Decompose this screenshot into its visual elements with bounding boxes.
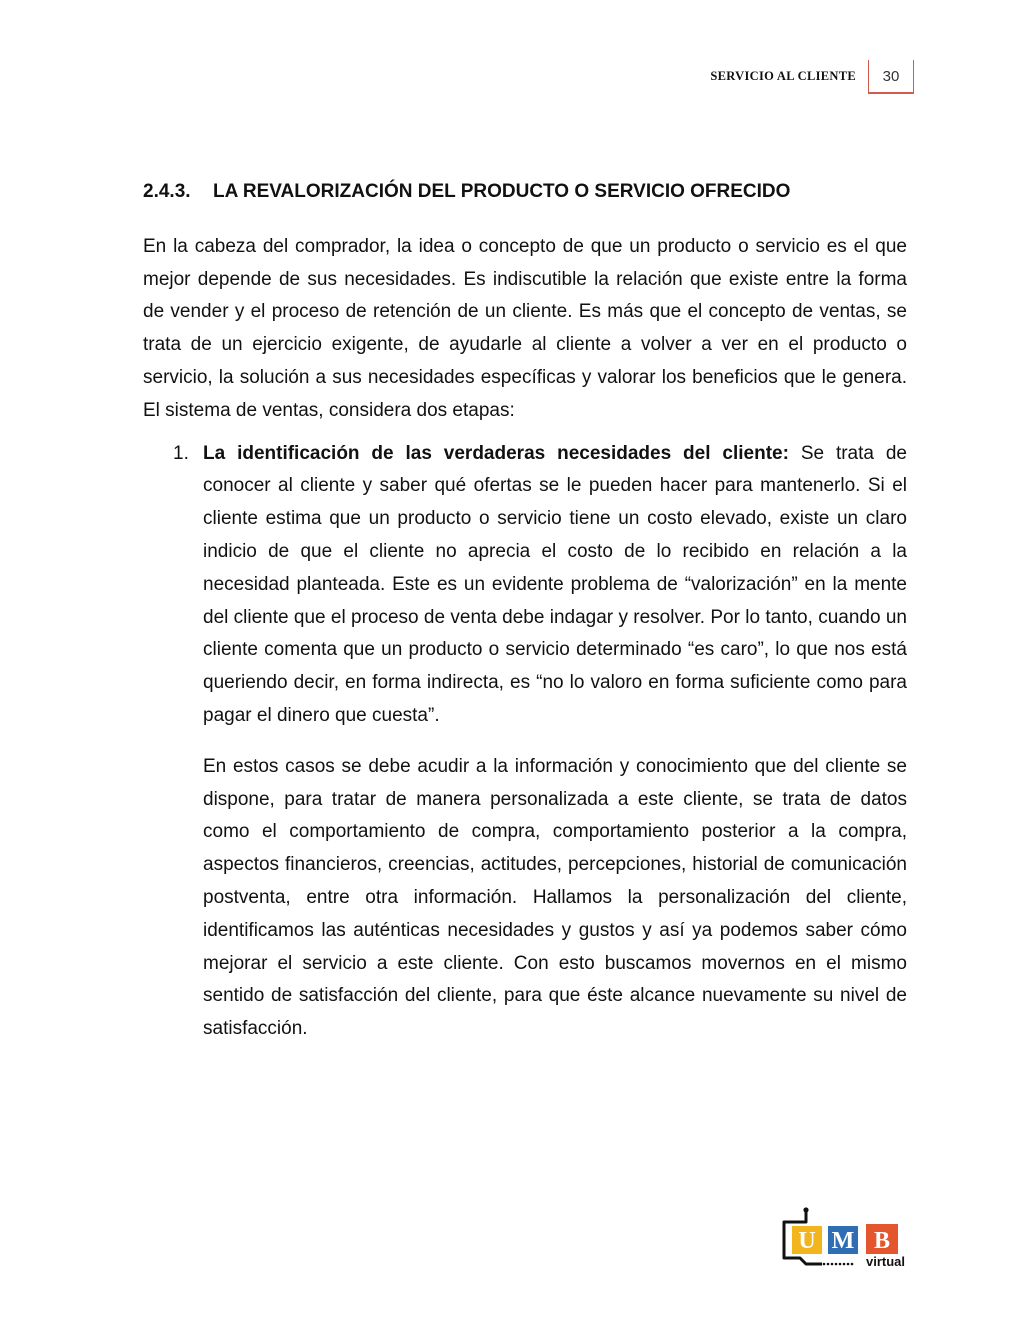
logo-subtitle: virtual bbox=[865, 1254, 905, 1269]
follow-paragraph: En estos casos se debe acudir a la información y conocimiento que del cliente se dispone, para tratar de manera personalizada a este cliente, se trata de datos como el comportamiento de compra, comportamiento posterior a la compra, aspectos financieros, creencias, actitudes, percepciones, historial de comunicación postventa, entre otra información. Hallamos la personalización del cliente, identificamos las auténticas necesidades y gustos y así ya podemos saber cómo mejorar el servicio a este cliente. Con esto buscamos movernos en el mismo sentido de satisfacción del cliente, para que éste alcance nuevamente su nivel de satisfacción. bbox=[203, 755, 907, 1040]
umb-virtual-logo bbox=[776, 1206, 906, 1270]
list-item-number: 1. bbox=[173, 442, 189, 464]
page-number: 30 bbox=[868, 60, 914, 94]
list-item bbox=[143, 438, 907, 733]
logo-letter-b: B bbox=[873, 1228, 891, 1254]
section-heading bbox=[143, 176, 907, 209]
page-header bbox=[0, 60, 1024, 96]
list-item-text: Se trata de conocer al cliente y saber qué ofertas se le pueden hacer para mantenerlo. Si el cliente estima que un producto o servicio tiene un costo elevado, existe un claro indicio de que el cliente no aprecia el costo de lo recibido en relación a la necesidad planteada. Este es un evidente problema de “valorización” en la mente del cliente que el proceso de venta debe indagar y resolver. Por lo tanto, cuando un cliente comenta que un producto o servicio determinado “es caro”, lo que nos está queriendo decir, en forma indirecta, es “no lo valoro en forma suficiente como para pagar el dinero que cuesta”. bbox=[203, 442, 907, 726]
list-item-lead: La identificación de las verdaderas necesidades del cliente: bbox=[203, 442, 789, 464]
logo-letter-u: U bbox=[798, 1228, 816, 1254]
section-number: 2.4.3. bbox=[143, 181, 191, 202]
umb-logo-graphic bbox=[776, 1206, 906, 1270]
intro-paragraph: En la cabeza del comprador, la idea o concepto de que un producto o servicio es el que mejor depende de sus necesidades. Es indiscutible la relación que existe entre la forma de vender y el proceso de retención de un cliente. Es más que el concepto de ventas, se trata de un ejercicio exigente, de ayudarle al cliente a volver a ver en el producto o servicio, la solución a sus necesidades específicas y valorar los beneficios que le genera. El sistema de ventas, considera dos etapas: bbox=[143, 235, 907, 421]
section-title: LA REVALORIZACIÓN DEL PRODUCTO O SERVICIO OFRECIDO bbox=[213, 181, 791, 202]
page-content bbox=[143, 176, 907, 1065]
running-title: SERVICIO AL CLIENTE bbox=[710, 69, 856, 83]
logo-letter-m: M bbox=[831, 1228, 855, 1254]
stages-list bbox=[143, 438, 907, 733]
